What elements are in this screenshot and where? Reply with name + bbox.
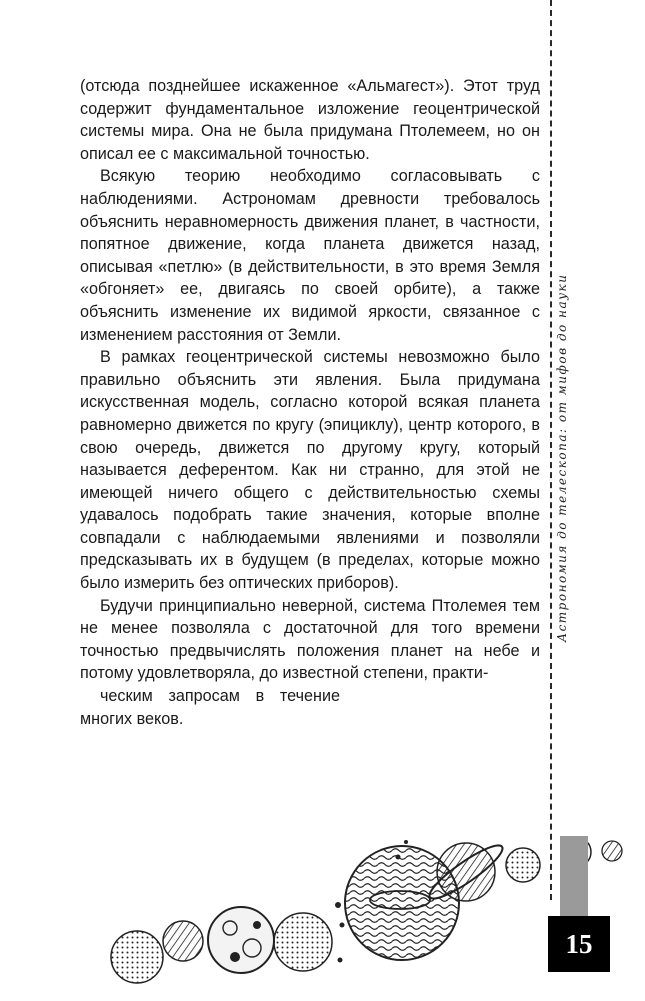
planet-tiny	[602, 841, 622, 861]
moon-1	[335, 902, 341, 908]
planet-dotted	[274, 913, 332, 971]
paragraph-5: ческим запросам в течение многих веков.	[80, 687, 340, 728]
paragraph-4: Будучи принципиально неверной, система Птолемея тем не менее позволяла с достаточной для того времени точностью предвычислять положения планет на небе и потому удовлетворяла, до известной степени, практи-	[80, 596, 540, 683]
moon-2	[340, 923, 345, 928]
crater-4	[253, 921, 261, 929]
paragraph-1: (отсюда позднейшее искаженное «Альмагест»). Этот труд содержит фундаментальное изложение геоцентрической системы мира. Она не была придумана Птолемеем, но он описал ее с максимальной точностью.	[80, 77, 540, 163]
crater-3	[230, 952, 240, 962]
planet-crater	[208, 907, 274, 973]
moon-3	[338, 958, 343, 963]
running-title: Астрономия до телескопа: от мифов до науки	[555, 273, 569, 643]
page-number: 15	[548, 916, 610, 972]
paragraph-3: В рамках геоцентрической системы невозможно было правильно объяснить эти явления. Была придумана искусственная модель, согласно которой всякая планета равномерно движется по кругу (эпициклу), центр которого, в свою очередь, движется по другому кругу, который называется деферентом. Как ни странно, для этой не имеющей ничего общего с действительностью схемы удавалось подобрать такие значения, которые вполне совпадали с наблюдаемыми явлениями и позволяли предсказывать их в будущем (в пределах, которые можно было измерить без оптических приборов).	[80, 348, 540, 593]
grey-tab	[560, 836, 588, 916]
planet-small-1	[111, 931, 163, 983]
paragraph-2: Всякую теорию необходимо согласовывать с наблюдениями. Астрономам древности требовалось объяснить неравномерность движения планет, в частности, попятное движение, когда планета движется назад, описывая «петлю» (в действительности, в это время Земля «обгоняет» ее, двигаясь по своей орбите), а также объяснить изменение их видимой яркости, связанное с изменением расстояния от Земли.	[80, 167, 540, 344]
planet-small-2	[163, 921, 203, 961]
planet-small-3	[506, 848, 540, 882]
moon-5	[404, 840, 408, 844]
planet-ringed	[437, 843, 495, 901]
